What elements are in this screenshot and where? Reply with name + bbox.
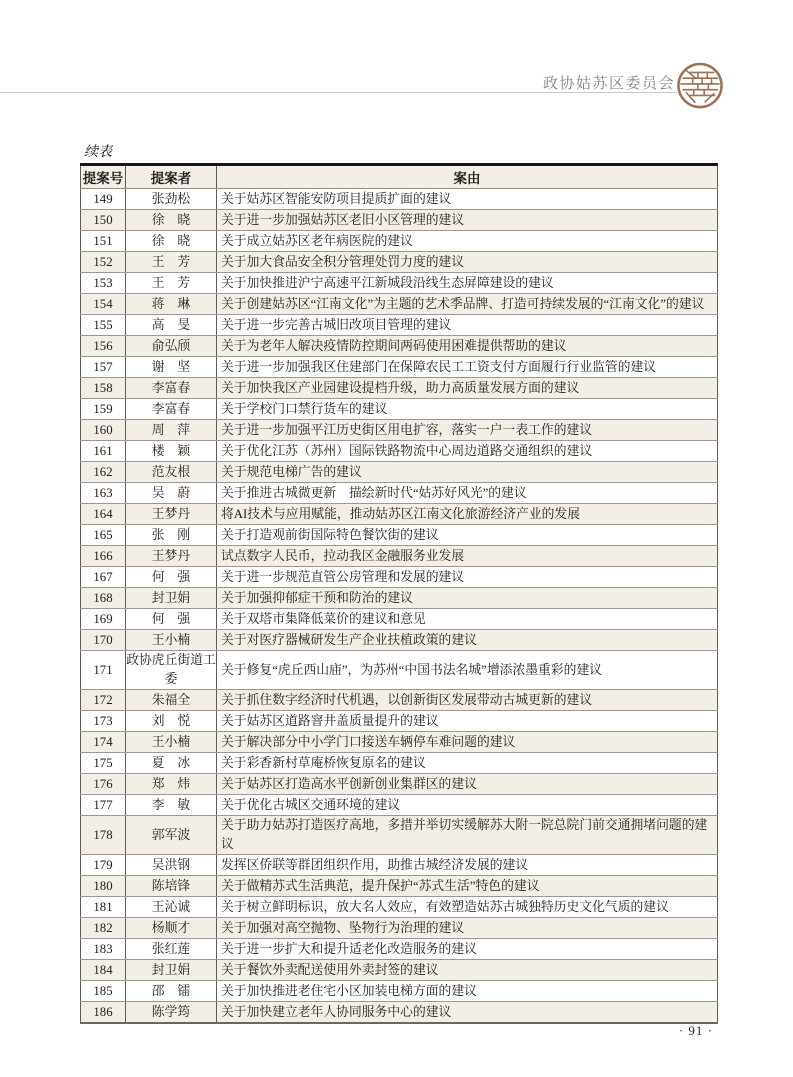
table-row: [81, 273, 718, 294]
cell-subject: 关于打造观前街国际特色餐饮街的建议: [217, 525, 718, 546]
cell-subject: 关于优化古城区交通环境的建议: [217, 795, 718, 816]
cell-proposal-no: 163: [81, 483, 126, 504]
cell-subject: 关于对医疗器械研发生产企业扶植政策的建议: [217, 630, 718, 651]
cell-proposer: 范友根: [126, 462, 217, 483]
cell-subject: 关于彩香新村草庵桥恢复原名的建议: [217, 753, 718, 774]
table-row: [81, 252, 718, 273]
cell-proposer: 陈学筠: [126, 1002, 217, 1024]
proposal-table: [80, 163, 718, 1024]
table-row: [81, 588, 718, 609]
cell-proposal-no: 182: [81, 918, 126, 939]
cell-proposer: 蒋 琳: [126, 294, 217, 315]
cell-proposal-no: 158: [81, 378, 126, 399]
cell-proposal-no: 177: [81, 795, 126, 816]
cell-proposal-no: 172: [81, 690, 126, 711]
cell-proposer: 封卫娟: [126, 960, 217, 981]
cell-proposal-no: 185: [81, 981, 126, 1002]
cell-proposer: 张红莲: [126, 939, 217, 960]
cell-proposer: 刘 悦: [126, 711, 217, 732]
cell-subject: 关于学校门口禁行货车的建议: [217, 399, 718, 420]
cell-proposal-no: 174: [81, 732, 126, 753]
table-row: [81, 855, 718, 876]
table-row: [81, 711, 718, 732]
cell-proposer: 李富春: [126, 399, 217, 420]
table-row: [81, 399, 718, 420]
cell-proposal-no: 157: [81, 357, 126, 378]
table-row: [81, 210, 718, 231]
cell-proposer: 何 强: [126, 567, 217, 588]
table-row: [81, 546, 718, 567]
lattice-seal-icon: [677, 62, 723, 109]
proposal-table-body: [81, 189, 718, 1024]
cell-proposer: 吴洪钢: [126, 855, 217, 876]
table-row: [81, 816, 718, 855]
cell-proposal-no: 181: [81, 897, 126, 918]
cell-subject: 关于为老年人解决疫情防控期间两码使用困难提供帮助的建议: [217, 336, 718, 357]
running-header-title: 政协姑苏区委员会: [542, 75, 675, 92]
cell-proposal-no: 155: [81, 315, 126, 336]
cell-proposal-no: 171: [81, 651, 126, 690]
table-row: [81, 795, 718, 816]
cell-proposer: 封卫娟: [126, 588, 217, 609]
cell-proposal-no: 160: [81, 420, 126, 441]
cell-subject: 关于推进古城微更新 描绘新时代“姑苏好风光”的建议: [217, 483, 718, 504]
table-row: [81, 504, 718, 525]
table-row: [81, 567, 718, 588]
cell-proposal-no: 183: [81, 939, 126, 960]
cell-proposal-no: 169: [81, 609, 126, 630]
table-row: [81, 378, 718, 399]
table-row: [81, 690, 718, 711]
cell-proposal-no: 179: [81, 855, 126, 876]
cell-proposer: 何 强: [126, 609, 217, 630]
cell-proposal-no: 153: [81, 273, 126, 294]
cell-subject: 关于优化江苏（苏州）国际铁路物流中心周边道路交通组织的建议: [217, 441, 718, 462]
cell-subject: 关于进一步规范直管公房管理和发展的建议: [217, 567, 718, 588]
table-row: [81, 231, 718, 252]
cell-proposal-no: 170: [81, 630, 126, 651]
cell-proposal-no: 165: [81, 525, 126, 546]
cell-proposal-no: 167: [81, 567, 126, 588]
cell-subject: 关于双塔市集降低菜价的建议和意见: [217, 609, 718, 630]
cell-proposer: 张劲松: [126, 189, 217, 210]
cell-proposer: 张 刚: [126, 525, 217, 546]
cell-proposal-no: 154: [81, 294, 126, 315]
cell-proposal-no: 156: [81, 336, 126, 357]
table-row: [81, 462, 718, 483]
table-row: [81, 315, 718, 336]
table-row: [81, 897, 718, 918]
cell-proposer: 谢 坚: [126, 357, 217, 378]
cell-subject: 关于进一步完善古城旧改项目管理的建议: [217, 315, 718, 336]
cell-subject: 发挥区侨联等群团组织作用，助推古城经济发展的建议: [217, 855, 718, 876]
column-header-proposal-no: 提案号: [81, 165, 126, 189]
cell-proposal-no: 161: [81, 441, 126, 462]
cell-proposal-no: 159: [81, 399, 126, 420]
cell-proposer: 朱福全: [126, 690, 217, 711]
cell-proposal-no: 180: [81, 876, 126, 897]
cell-proposal-no: 178: [81, 816, 126, 855]
cell-subject: 将AI技术与应用赋能，推动姑苏区江南文化旅游经济产业的发展: [217, 504, 718, 525]
cell-subject: 关于加快我区产业园建设提档升级，助力高质量发展方面的建议: [217, 378, 718, 399]
table-header-row: [81, 165, 718, 189]
cell-subject: 关于规范电梯广告的建议: [217, 462, 718, 483]
cell-proposer: 徐 晓: [126, 231, 217, 252]
cell-subject: 关于姑苏区打造高水平创新创业集群区的建议: [217, 774, 718, 795]
table-row: [81, 876, 718, 897]
cell-proposal-no: 186: [81, 1002, 126, 1024]
cell-subject: 关于做精苏式生活典范，提升保护“苏式生活”特色的建议: [217, 876, 718, 897]
cell-subject: 关于进一步加强姑苏区老旧小区管理的建议: [217, 210, 718, 231]
cell-proposer: 王 芳: [126, 252, 217, 273]
cell-proposer: 王梦丹: [126, 504, 217, 525]
page-number: · 91 ·: [678, 1023, 713, 1038]
table-row: [81, 441, 718, 462]
cell-proposer: 邵 镭: [126, 981, 217, 1002]
cell-proposal-no: 150: [81, 210, 126, 231]
cell-subject: 关于姑苏区智能安防项目提质扩面的建议: [217, 189, 718, 210]
cell-proposal-no: 176: [81, 774, 126, 795]
cell-subject: 关于加强抑郁症干预和防治的建议: [217, 588, 718, 609]
cell-proposer: 吴 蔚: [126, 483, 217, 504]
cell-subject: 关于进一步扩大和提升适老化改造服务的建议: [217, 939, 718, 960]
cell-subject: 关于加强对高空抛物、坠物行为治理的建议: [217, 918, 718, 939]
table-row: [81, 651, 718, 690]
cell-proposer: 李 敏: [126, 795, 217, 816]
cell-subject: 关于进一步加强平江历史街区用电扩容，落实一户一表工作的建议: [217, 420, 718, 441]
column-header-proposer: 提案者: [126, 165, 217, 189]
cell-proposer: 杨顺才: [126, 918, 217, 939]
table-row: [81, 483, 718, 504]
cell-proposal-no: 164: [81, 504, 126, 525]
cell-proposer: 陈培锋: [126, 876, 217, 897]
cell-proposer: 周 萍: [126, 420, 217, 441]
cell-subject: 关于助力姑苏打造医疗高地，多措并举切实缓解苏大附一院总院门前交通拥堵问题的建议: [217, 816, 718, 855]
cell-proposer: 郑 炜: [126, 774, 217, 795]
cell-proposer: 王 芳: [126, 273, 217, 294]
cell-subject: 关于进一步加强我区住建部门在保障农民工工资支付方面履行行业监管的建议: [217, 357, 718, 378]
cell-subject: 关于抓住数字经济时代机遇，以创新街区发展带动古城更新的建议: [217, 690, 718, 711]
cell-proposal-no: 173: [81, 711, 126, 732]
cell-proposer: 王梦丹: [126, 546, 217, 567]
table-row: [81, 357, 718, 378]
table-row: [81, 732, 718, 753]
cell-subject: 关于加快推进沪宁高速平江新城段沿线生态屏障建设的建议: [217, 273, 718, 294]
cell-proposer: 王小楠: [126, 732, 217, 753]
cell-subject: 关于解决部分中小学门口接送车辆停车难问题的建议: [217, 732, 718, 753]
cell-subject: 关于姑苏区道路窨井盖质量提升的建议: [217, 711, 718, 732]
cell-subject: 关于加大食品安全积分管理处罚力度的建议: [217, 252, 718, 273]
cell-proposer: 郭军波: [126, 816, 217, 855]
cell-subject: 试点数字人民币，拉动我区金融服务业发展: [217, 546, 718, 567]
cell-proposal-no: 166: [81, 546, 126, 567]
header-divider: [0, 92, 677, 93]
table-row: [81, 918, 718, 939]
table-row: [81, 189, 718, 210]
table-row: [81, 939, 718, 960]
cell-proposer: 夏 冰: [126, 753, 217, 774]
cell-proposer: 高 旻: [126, 315, 217, 336]
table-row: [81, 981, 718, 1002]
cell-subject: 关于加快推进老住宅小区加装电梯方面的建议: [217, 981, 718, 1002]
cell-proposer: 俞弘颀: [126, 336, 217, 357]
cell-proposal-no: 168: [81, 588, 126, 609]
table-row: [81, 774, 718, 795]
cell-subject: 关于加快建立老年人协同服务中心的建议: [217, 1002, 718, 1024]
cell-proposer: 王沁诚: [126, 897, 217, 918]
cell-proposal-no: 184: [81, 960, 126, 981]
cell-proposal-no: 149: [81, 189, 126, 210]
table-row: [81, 1002, 718, 1024]
column-header-subject: 案由: [217, 165, 718, 189]
cell-subject: 关于树立鲜明标识，放大名人效应，有效塑造姑苏古城独特历史文化气质的建议: [217, 897, 718, 918]
cell-subject: 关于创建姑苏区“江南文化”为主题的艺术季品牌、打造可持续发展的“江南文化”的建议: [217, 294, 718, 315]
cell-proposal-no: 151: [81, 231, 126, 252]
table-row: [81, 336, 718, 357]
table-row: [81, 630, 718, 651]
cell-proposer: 徐 晓: [126, 210, 217, 231]
table-row: [81, 609, 718, 630]
cell-proposer: 楼 颖: [126, 441, 217, 462]
table-row: [81, 294, 718, 315]
table-row: [81, 525, 718, 546]
cell-proposer: 政协虎丘街道工委: [126, 651, 217, 690]
cell-proposer: 王小楠: [126, 630, 217, 651]
cell-proposer: 李富春: [126, 378, 217, 399]
cell-proposal-no: 152: [81, 252, 126, 273]
continued-table-label: 续表: [84, 145, 112, 160]
cell-subject: 关于修复“虎丘西山庙”，为苏州“中国书法名城”增添浓墨重彩的建议: [217, 651, 718, 690]
table-row: [81, 753, 718, 774]
table-row: [81, 960, 718, 981]
cell-proposal-no: 175: [81, 753, 126, 774]
cell-subject: 关于成立姑苏区老年病医院的建议: [217, 231, 718, 252]
cell-proposal-no: 162: [81, 462, 126, 483]
table-row: [81, 420, 718, 441]
cell-subject: 关于餐饮外卖配送使用外卖封签的建议: [217, 960, 718, 981]
